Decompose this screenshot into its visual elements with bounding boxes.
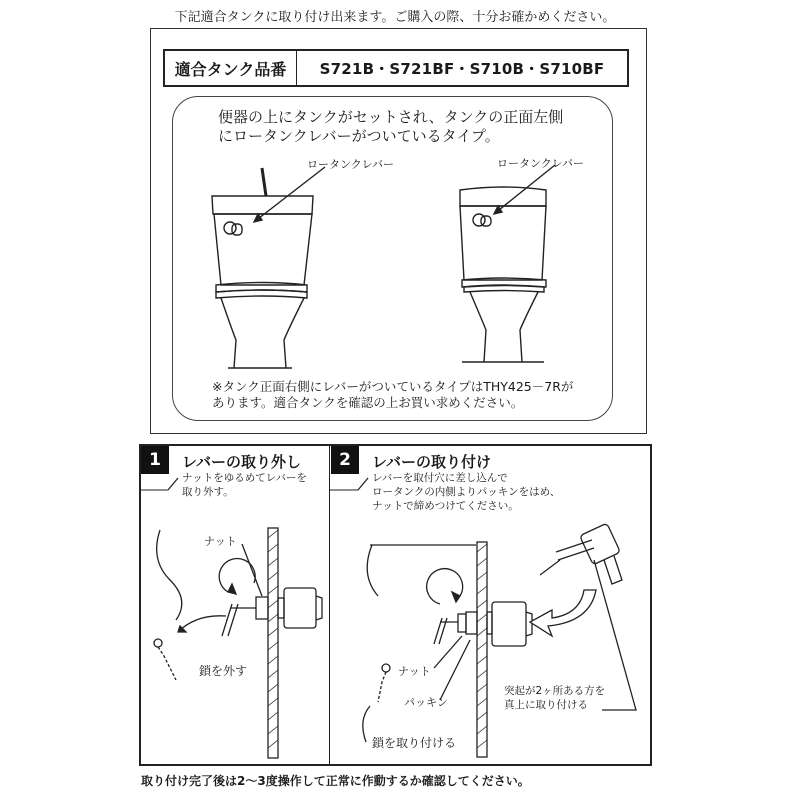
footnote-line-2: あります。適合タンクを確認の上お買い求めください。 (212, 395, 524, 410)
step-2-text-line-1: レバーを取付穴に差し込んで (372, 472, 508, 484)
footnote-line-1: ※タンク正面右側にレバーがついているタイプはTHY425－7Rが (212, 379, 574, 394)
tank-type-footnote (212, 379, 573, 411)
step-1-text-line-1: ナットをゆるめてレバーを (182, 472, 308, 484)
compatibility-table-header: 適合タンク品番 (165, 51, 297, 85)
step-1-nut-label: ナット (204, 535, 237, 548)
step-1-text (182, 471, 307, 499)
top-note: 下記適合タンクに取り付け出来ます。ご購入の際、十分お確かめください。 (174, 10, 616, 25)
step-2-text-line-3: ナットで締めつけてください。 (372, 500, 519, 512)
step-1-title: レバーの取り外し (182, 453, 301, 471)
right-lever-label: ロータンクレバー (497, 157, 585, 170)
step-2-chain-label: 鎖を取り付ける (372, 736, 457, 750)
tank-type-description (218, 108, 563, 146)
steps-divider (329, 446, 330, 764)
step-2-packing-label: パッキン (404, 696, 448, 709)
step-2-note-line-2: 真上に取り付ける (504, 699, 588, 711)
description-line-2: にロータンクレバーがついているタイプ。 (218, 127, 500, 145)
bottom-note: 取り付け完了後は2～3度操作して正常に作動するか確認してください。 (141, 774, 530, 788)
step-2-text (372, 471, 560, 513)
step-2-title: レバーの取り付け (372, 453, 491, 471)
step-2-note-line-1: 突起が2ヶ所ある方を (504, 685, 606, 697)
step-1-chain-label: 鎖を外す (199, 664, 248, 678)
step-1-text-line-2: 取り外す。 (182, 486, 234, 498)
step-2-orientation-note (504, 684, 605, 712)
compatible-models: S721B・S721BF・S710B・S710BF (319, 59, 605, 78)
step-1-badge: 1 (141, 446, 169, 474)
step-2-text-line-2: ロータンクの内側よりパッキンをはめ、 (372, 486, 561, 498)
description-line-1: 便器の上にタンクがセットされ、タンクの正面左側 (218, 108, 564, 126)
step-2-nut-label: ナット (398, 665, 431, 678)
compatibility-table (163, 49, 629, 87)
left-lever-label: ロータンクレバー (307, 158, 395, 171)
step-2-badge: 2 (331, 446, 359, 474)
